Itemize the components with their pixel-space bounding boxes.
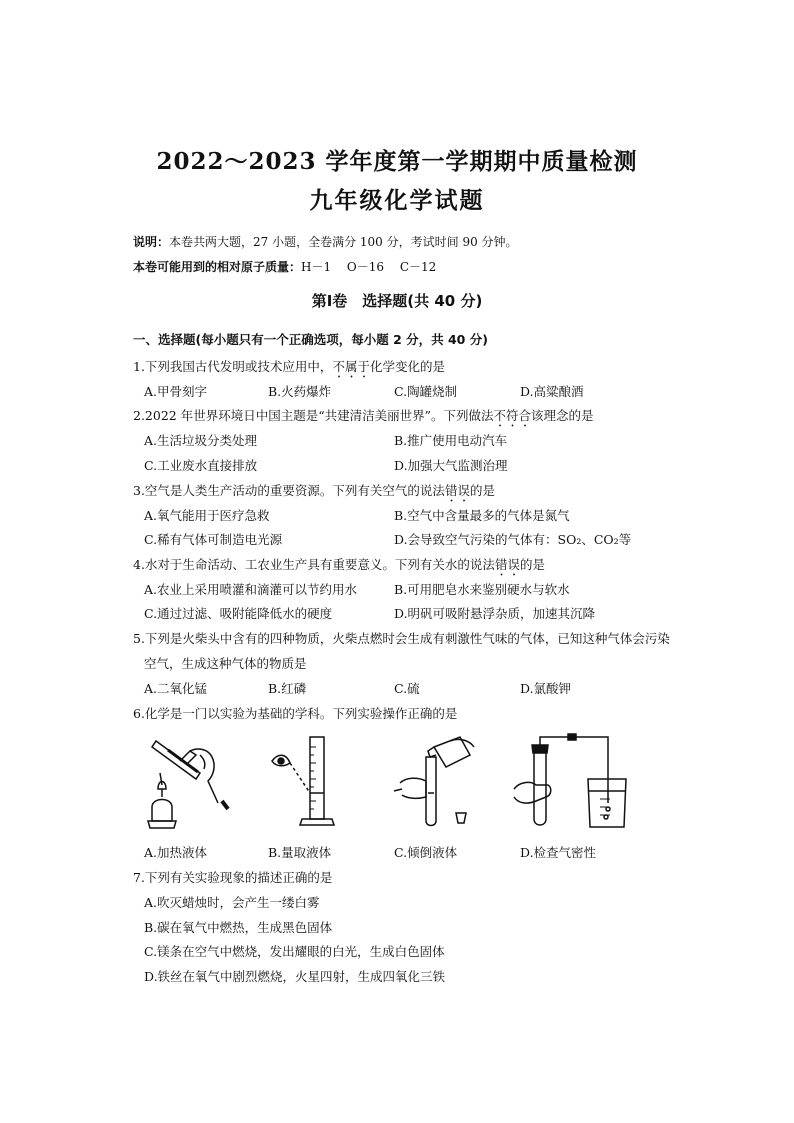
question-3-option-b: B.空气中含量最多的气体是氮气 [394,508,570,523]
exam-description [133,233,518,250]
stem-text: 1.下列我国古代发明或技术应用中， [133,359,333,374]
emphasized-text: 错误 [444,483,470,498]
question-5-stem-line1: 5.下列是火柴头中含有的四种物质，火柴点燃时会生成有刺激性气味的气体，已知这种气体会污染 [133,631,670,646]
section-title: 第Ⅰ卷 选择题(共 40 分) [311,292,483,310]
question-6-stem: 6.化学是一门以实验为基础的学科。下列实验操作正确的是 [133,706,458,721]
part-title: 一、选择题(每小题只有一个正确选项，每小题 2 分，共 40 分) [133,332,488,347]
figure-heating-liquid [138,733,238,833]
stem-text: 3.空气是人类生产活动的重要资源。下列有关空气的说法 [133,483,445,498]
question-6-option-d: D.检查气密性 [520,845,597,860]
question-7-option-b: B.碳在氧气中燃热，生成黑色固体 [144,920,333,935]
question-1-option-d: D.高粱酿酒 [520,384,584,399]
question-7-stem: 7.下列有关实验现象的描述正确的是 [133,870,333,885]
atomic-masses [133,258,436,275]
question-1-option-c: C.陶罐烧制 [394,384,458,399]
atomic-masses-text: H－1 O－16 C－12 [301,260,437,274]
question-7-option-a: A.吹灭蜡烛时，会产生一缕白雾 [144,895,320,910]
question-2-option-c: C.工业废水直接排放 [144,458,258,473]
question-5-option-a: A.二氧化锰 [144,681,208,696]
question-3-option-a: A.氧气能用于医疗急救 [144,508,270,523]
question-1-option-b: B.火药爆炸 [268,384,332,399]
question-2-stem [133,406,594,430]
stem-text: 2.2022 年世界环境日中国主题是“共建清洁美丽世界”。下列做法 [133,408,494,423]
question-6-option-b: B.量取液体 [268,845,332,860]
question-1-option-a: A.甲骨刻字 [144,384,208,399]
question-4-option-b: B.可用肥皂水来鉴别硬水与软水 [394,582,570,597]
question-6-option-a: A.加热液体 [144,845,208,860]
question-3-option-c: C.稀有气体可制造电光源 [144,532,283,547]
exam-subtitle: 九年级化学试题 [309,187,485,214]
question-4-stem [133,555,545,579]
figure-pouring-liquid [390,733,490,833]
question-1-stem [133,357,445,381]
question-2-option-a: A.生活垃圾分类处理 [144,433,258,448]
emphasized-text: 错误 [494,557,520,572]
question-7-option-d: D.铁丝在氧气中剧烈燃烧，火星四射，生成四氧化三铁 [144,969,446,984]
question-3-stem [133,481,495,505]
emphasized-text: 不属于 [332,359,370,374]
figure-checking-airtightness [508,733,628,833]
question-4-option-c: C.通过过滤、吸附能降低水的硬度 [144,606,333,621]
stem-text: 4.水对于生命活动、工农业生产具有重要意义。下列有关水的说法 [133,557,495,572]
stem-text: 的是 [519,557,545,572]
figure-measuring-liquid [266,733,356,833]
stem-text: 该理念的是 [531,408,594,423]
question-3-option-d: D.会导致空气污染的气体有：SO₂、CO₂等 [394,532,632,547]
question-2-option-d: D.加强大气监测治理 [394,458,508,473]
question-2-option-b: B.推广使用电动汽车 [394,433,508,448]
question-6-option-c: C.倾倒液体 [394,845,458,860]
question-4-option-a: A.农业上采用喷灌和滴灌可以节约用水 [144,582,358,597]
description-label: 说明： [133,235,170,249]
exam-title: 2022～2023 学年度第一学期期中质量检测 [156,148,638,175]
emphasized-text: 不符合 [493,408,532,423]
question-5-option-b: B.红磷 [268,681,307,696]
question-7-option-c: C.镁条在空气中燃烧，发出耀眼的白光，生成白色固体 [144,944,445,959]
stem-text: 的是 [469,483,495,498]
question-5-stem-line2: 空气，生成这种气体的物质是 [144,656,307,671]
question-4-option-d: D.明矾可吸附悬浮杂质，加速其沉降 [394,606,596,621]
question-5-option-c: C.硫 [394,681,420,696]
atomic-masses-label: 本卷可能用到的相对原子质量： [133,260,302,274]
question-5-option-d: D.氯酸钾 [520,681,572,696]
description-text: 本卷共两大题，27 小题，全卷满分 100 分，考试时间 90 分钟。 [169,235,518,249]
stem-text: 化学变化的是 [369,359,445,374]
